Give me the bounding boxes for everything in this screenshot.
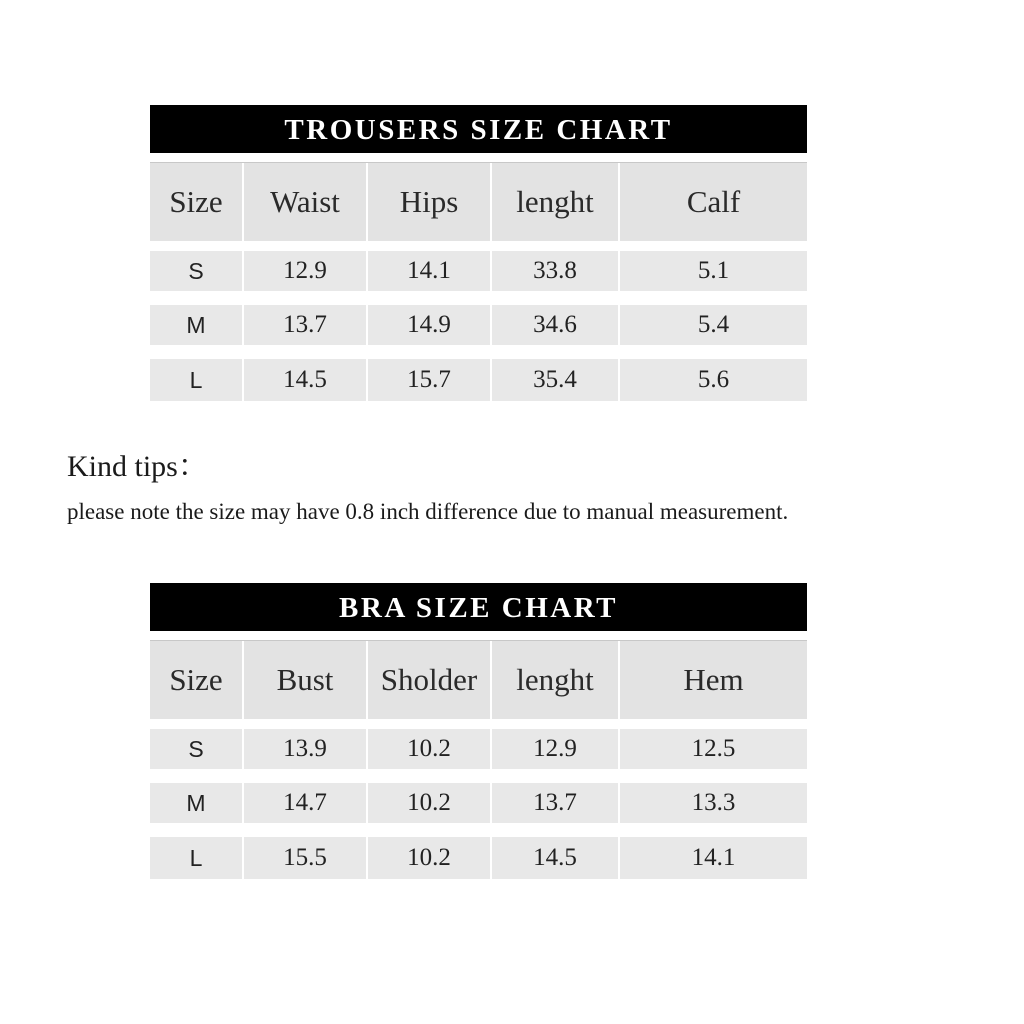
shoulder-cell: 10.2	[367, 724, 491, 776]
column-header-calf: Calf	[619, 163, 807, 246]
hips-cell: 14.1	[367, 246, 491, 298]
length-cell: 34.6	[491, 298, 619, 352]
hips-cell: 15.7	[367, 352, 491, 401]
column-header-length: lenght	[491, 641, 619, 724]
table-header-row	[150, 641, 807, 724]
calf-cell: 5.4	[619, 298, 807, 352]
bra-size-table	[150, 641, 807, 879]
waist-cell: 13.7	[243, 298, 367, 352]
hem-cell: 12.5	[619, 724, 807, 776]
hem-cell: 14.1	[619, 830, 807, 879]
bust-cell: 15.5	[243, 830, 367, 879]
table-row	[150, 246, 807, 298]
bra-chart-title: BRA SIZE CHART	[150, 583, 807, 631]
shoulder-cell: 10.2	[367, 830, 491, 879]
column-header-size: Size	[150, 641, 243, 724]
column-header-length: lenght	[491, 163, 619, 246]
divider	[150, 631, 807, 641]
waist-cell: 12.9	[243, 246, 367, 298]
trousers-size-table	[150, 163, 807, 401]
kind-tips	[67, 447, 788, 527]
trousers-chart-title: TROUSERS SIZE CHART	[150, 105, 807, 153]
bra-size-chart	[150, 583, 807, 879]
table-row	[150, 830, 807, 879]
size-cell: L	[150, 352, 243, 401]
column-header-hem: Hem	[619, 641, 807, 724]
column-header-hips: Hips	[367, 163, 491, 246]
column-header-waist: Waist	[243, 163, 367, 246]
bust-cell: 13.9	[243, 724, 367, 776]
calf-cell: 5.6	[619, 352, 807, 401]
length-cell: 33.8	[491, 246, 619, 298]
table-row	[150, 724, 807, 776]
size-cell: L	[150, 830, 243, 879]
trousers-size-chart	[150, 105, 807, 401]
size-cell: M	[150, 776, 243, 830]
size-cell: S	[150, 246, 243, 298]
table-row	[150, 776, 807, 830]
waist-cell: 14.5	[243, 352, 367, 401]
length-cell: 12.9	[491, 724, 619, 776]
calf-cell: 5.1	[619, 246, 807, 298]
divider	[150, 153, 807, 163]
shoulder-cell: 10.2	[367, 776, 491, 830]
tips-title: Kind tips：	[67, 450, 208, 483]
column-header-shoulder: Sholder	[367, 641, 491, 724]
size-cell: M	[150, 298, 243, 352]
table-row	[150, 352, 807, 401]
tips-text: please note the size may have 0.8 inch difference due to manual measurement.	[67, 499, 789, 524]
table-header-row	[150, 163, 807, 246]
table-row	[150, 298, 807, 352]
hem-cell: 13.3	[619, 776, 807, 830]
length-cell: 13.7	[491, 776, 619, 830]
length-cell: 14.5	[491, 830, 619, 879]
bust-cell: 14.7	[243, 776, 367, 830]
length-cell: 35.4	[491, 352, 619, 401]
hips-cell: 14.9	[367, 298, 491, 352]
column-header-size: Size	[150, 163, 243, 246]
column-header-bust: Bust	[243, 641, 367, 724]
size-cell: S	[150, 724, 243, 776]
